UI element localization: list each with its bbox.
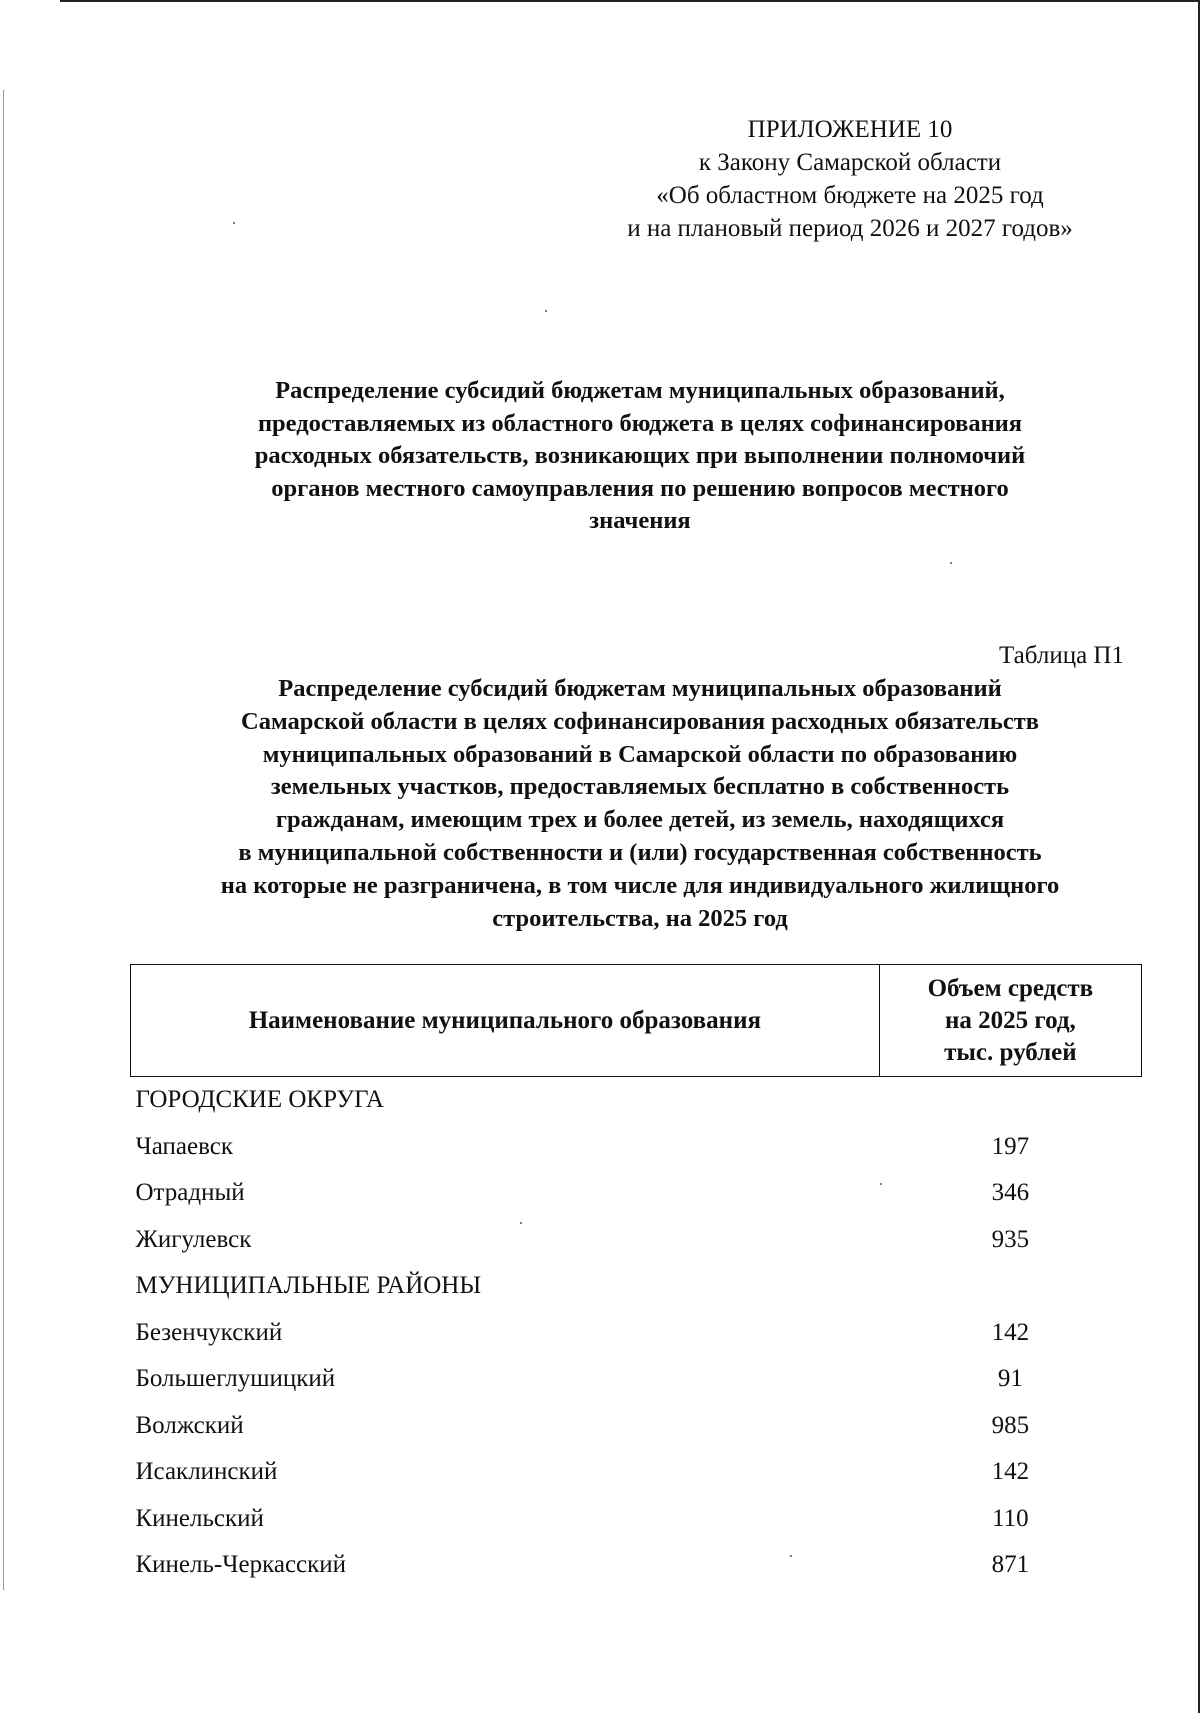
scan-speck [545, 310, 547, 312]
table-title-line: Распределение субсидий бюджетам муниципальных образований [278, 675, 1002, 702]
table-row [131, 1124, 1142, 1171]
table-title [120, 673, 1160, 935]
law-title-line-2: и на плановый период 2026 и 2027 годов» [627, 215, 1073, 242]
section-row [131, 1077, 1142, 1124]
table-row [131, 1170, 1142, 1217]
table-title-line: Самарской области в целях софинансирования расходных обязательств [241, 707, 1039, 735]
scan-left-edge [3, 90, 4, 1590]
municipality-amount: 871 [991, 1551, 1030, 1579]
appendix-header [560, 113, 1140, 245]
table-row [131, 1542, 1142, 1589]
column-header-amount [879, 965, 1141, 1077]
municipality-name: Кинельский [135, 1504, 264, 1532]
section-title: МУНИЦИПАЛЬНЫЕ РАЙОНЫ [135, 1272, 482, 1300]
document-title-line: предоставляемых из областного бюджета в целях софинансирования [257, 409, 1023, 437]
municipality-name: Чапаевск [135, 1132, 233, 1160]
table-title-line: земельных участков, предоставляемых бесплатно в собственность [270, 773, 1010, 801]
municipality-amount: 142 [991, 1318, 1030, 1346]
municipality-amount: 197 [991, 1132, 1030, 1160]
table-title-line: муниципальных образований в Самарской области по образованию [262, 740, 1018, 768]
subsidy-table [130, 964, 1142, 1589]
document-title-line: значения [589, 507, 691, 534]
municipality-name: Безенчукский [135, 1318, 283, 1346]
scan-speck [950, 562, 952, 564]
scan-speck [233, 222, 235, 224]
column-header-amount-line: тыс. рублей [944, 1038, 1077, 1066]
municipality-name: Кинель-Черкасский [135, 1551, 347, 1579]
column-header-amount-line: на 2025 год, [944, 1006, 1076, 1034]
municipality-name: Волжский [135, 1411, 244, 1439]
municipality-name: Большеглушицкий [135, 1365, 336, 1393]
table-row [131, 1403, 1142, 1450]
section-title: ГОРОДСКИЕ ОКРУГА [135, 1086, 384, 1114]
table-header-row [131, 965, 1142, 1077]
section-row [131, 1263, 1142, 1310]
table-row [131, 1310, 1142, 1357]
table-row [131, 1496, 1142, 1543]
municipality-amount: 91 [997, 1365, 1023, 1393]
municipality-amount: 346 [991, 1179, 1030, 1207]
table-label: Таблица П1 [999, 642, 1124, 669]
column-header-name: Наименование муниципального образования [131, 965, 880, 1077]
appendix-number: ПРИЛОЖЕНИЕ 10 [747, 116, 953, 143]
table-title-line: строительства, на 2025 год [492, 904, 788, 932]
municipality-amount: 142 [991, 1458, 1030, 1486]
document-title-line: расходных обязательств, возникающих при выполнении полномочий [254, 442, 1026, 469]
table-row [131, 1217, 1142, 1264]
document-title-line: органов местного самоуправления по решению вопросов местного [271, 474, 1009, 502]
law-reference: к Закону Самарской области [698, 149, 1002, 176]
municipality-name: Исаклинский [135, 1458, 278, 1486]
table-row [131, 1449, 1142, 1496]
law-title-line-1: «Об областном бюджете на 2025 год [656, 182, 1044, 209]
table-row [131, 1356, 1142, 1403]
municipality-amount: 935 [991, 1225, 1030, 1253]
scan-top-edge [60, 0, 1200, 2]
table-title-line: в муниципальной собственности и (или) государственная собственность [238, 838, 1042, 866]
municipality-amount: 110 [992, 1504, 1029, 1532]
municipality-amount: 985 [991, 1411, 1030, 1439]
table-title-line: на которые не разграничена, в том числе для индивидуального жилищного [220, 871, 1060, 899]
column-header-amount-line: Объем средств [927, 974, 1094, 1002]
document-title-line: Распределение субсидий бюджетам муниципальных образований, [275, 377, 1005, 404]
document-title [120, 375, 1160, 538]
municipality-name: Жигулевск [135, 1225, 252, 1253]
table-title-line: гражданам, имеющим трех и более детей, из земель, находящихся [275, 806, 1005, 834]
municipality-name: Отрадный [135, 1179, 245, 1207]
